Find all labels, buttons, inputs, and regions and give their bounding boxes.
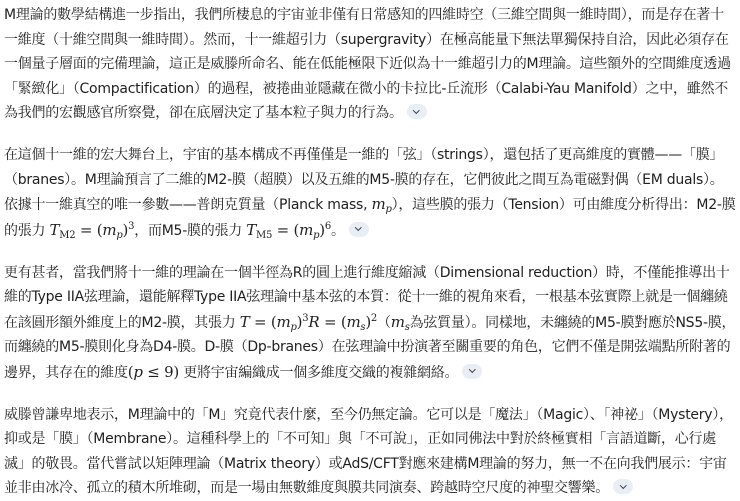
paragraph-text: M理論的數學結構進一步指出，我們所棲息的宇宙並非僅有日常感知的四維時空（三維空間與一維時間），而是存在著十一維度（十維空間與一維時間）。然而，十一維超引力（supergravity）在極高能量下無法單獨保持自洽，因此必須存在一個量子層面的完備理論，這正是威滕所命名、能在低能極限下近似為十一維超引力的M理論。這些額外的空間維度透過「緊緻化」（Compactification）的過程，被捲曲並隱藏在微小的卡拉比-丘流形（Calabi-Yau Manifold）之中，雖然不為我們的宏觀感官所察覺，卻在底層決定了基本粒子與力的行為。 xyxy=(4,7,731,121)
paragraph-text: 在這個十一維的宏大舞台上，宇宙的基本構成不再僅僅是一維的「弦」（strings），還包括了更高維度的實體——「膜」（branes）。M理論預言了二維的M2-膜（超膜）以及五維的M5-膜的存在，它們彼此之間互為電磁對偶（EM duals）。依據十一維真空的唯一參數——普朗克質量（Planck mass, xyxy=(4,147,724,213)
formula-planck-mass: $m_p$ xyxy=(371,195,392,215)
formula-dimension-bound: (p ≤ 9) xyxy=(127,362,180,381)
paragraph-text: 威滕曾謙卑地表示，M理論中的「M」究竟代表什麼，至今仍無定論。它可以是「魔法」（Magic）、「神祕」（Mystery），抑或是「膜」（Membrane）。這種科學上的「不可知」與「不可說」，正如同佛法中對於終極實相「言語道斷，心行處滅」的敬畏。當代嘗試以矩陣理論（Matrix theory）或AdS/CFT對應來建構M理論的努力，無一不在向我們展示：宇宙並非由冰冷、孤立的積木所堆砌，而是一場由無數維度與膜共同演奏、跨越時空尺度的神聖交響樂。 xyxy=(4,406,733,496)
chevron-down-icon[interactable] xyxy=(462,364,482,379)
formula-string-mass: $m_s$ xyxy=(390,312,410,333)
formula-m5-tension: $T_{M5} = (m_p)^6$ xyxy=(246,220,331,241)
paragraph-text: ），這些膜的張力（Tension）可由維度分析得出：M2-膜的張力 xyxy=(4,197,736,239)
formula-string-tension: $T = (m_p)^3R = (m_s)^2$ xyxy=(239,312,378,333)
chevron-down-icon[interactable] xyxy=(407,104,427,119)
chevron-down-icon[interactable] xyxy=(613,479,633,494)
paragraph-text: 為弦質量）。同樣地，未纏繞的M5-膜對應於NS5-膜，而纏繞的M5-膜則化身為D4-膜。D-膜（Dp-branes）在弦理論中扮演著至關重要的角色，它們不僅是開弦端點所附著的邊界，其存在的維度 xyxy=(4,314,736,381)
paragraph-2 xyxy=(4,143,736,243)
paragraph-1 xyxy=(4,3,736,126)
paragraph-text: ，而M5-膜的張力 xyxy=(134,222,247,239)
paragraph-text: （ xyxy=(377,314,391,331)
paragraph-text: 。 xyxy=(330,222,345,239)
paragraph-text: 更將宇宙編織成一個多維度交織的複雜網絡。 xyxy=(183,364,459,381)
formula-m2-tension: $T_{M2} = (m_p)^3$ xyxy=(49,220,135,241)
chevron-down-icon[interactable] xyxy=(349,222,369,237)
paragraph-4 xyxy=(4,403,736,501)
paragraph-text: 更有甚者，當我們將十一維的理論在一個半徑為R的圓上進行維度縮減（Dimensional reduction）時，不僅能推導出十維的Type IIA弦理論，還能解釋Type IIA弦理論中基本弦的本質：從十一維的視角來看，一根基本弦實際上就是一個纏繞在該圓形額外維度上的M2-膜，其張力 xyxy=(4,264,730,331)
paragraph-3 xyxy=(4,261,736,386)
